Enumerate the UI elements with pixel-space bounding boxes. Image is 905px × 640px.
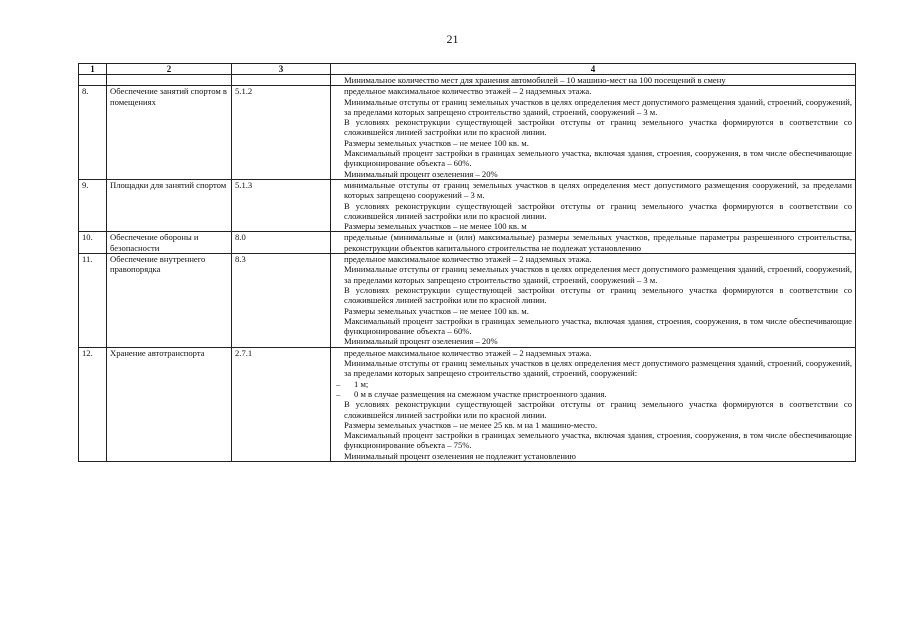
dash-item-text: 1 м; [354,378,369,389]
column-header: 3 [232,64,331,75]
table-row [79,75,856,86]
parameter-paragraph: предельное максимальное количество этажей – 2 надземных этажа. [344,254,592,265]
parameter-paragraph: минимальные отступы от границ земельных участков в целях определения мест допустимого размещения сооружений, за пределами которых запрещено сооружений – 3 м. [344,179,852,201]
land-use-name-cell: Обеспечение обороны и безопасности [107,232,232,254]
regulations-table [78,63,856,462]
parameter-paragraph: Минимальные отступы от границ земельных участков в целях определения мест допустимого размещения зданий, строений, сооружений, за пределами которых запрещено строительство зданий, строений, сооружений – 3 м. [344,96,852,117]
parameter-paragraph: Максимальный процент застройки в границах земельного участка, включая здания, строения, сооружения, в том числе обеспечивающие функционирование объекта – 60%. [344,315,852,337]
row-number-cell [79,75,107,86]
row-number-cell: 9. [79,179,107,231]
table-row [79,86,856,180]
land-use-name-cell: Обеспечение внутреннего правопорядка [107,254,232,348]
row-number-cell: 8. [79,86,107,180]
land-use-code-cell: 8.3 [232,254,331,348]
parameter-paragraph: Максимальный процент застройки в границах земельного участка, включая здания, строения, сооружения, в том числе обеспечивающие функционирование объекта – 60%. [344,148,852,169]
land-use-code-cell: 2.7.1 [232,347,331,461]
parameter-paragraph: В условиях реконструкции существующей застройки отступы от границ земельного участка формируются в соответствии со сложившейся линией застройки или по красной линии. [344,284,852,306]
land-use-name-cell [107,75,232,86]
parameters-cell [331,232,856,254]
parameter-paragraph: Минимальный процент озеленения – 20% [344,336,498,347]
land-use-code-cell: 5.1.3 [232,179,331,231]
parameters-cell [331,347,856,461]
parameter-paragraph: Минимальные отступы от границ земельных участков в целях определения мест допустимого размещения зданий, строений, сооружений, за пределами которых запрещено строительство зданий, строений, сооружений – 3 м. [344,264,852,285]
dash-bullet: – [336,378,341,389]
land-use-name-cell: Площадки для занятий спортом [107,179,232,231]
parameter-paragraph: Размеры земельных участков – не менее 100 кв. м [344,221,527,232]
land-use-name-cell: Обеспечение занятий спортом в помещениях [107,86,232,180]
land-use-code-cell: 8.0 [232,232,331,254]
parameter-paragraph: Размеры земельных участков – не менее 100 кв. м. [344,137,529,148]
parameters-cell [331,254,856,348]
dash-list-item [334,379,852,389]
parameter-paragraph: В условиях реконструкции существующей застройки отступы от границ земельного участка формируются в соответствии со сложившейся линией застройки или по красной линии. [344,117,852,138]
table-body [79,75,856,462]
dash-item-text: 0 м в случае размещения на смежном участке пристроенного здания. [354,388,607,399]
column-header: 2 [107,64,232,75]
parameter-paragraph: предельное максимальное количество этажей – 2 надземных этажа. [344,86,592,97]
parameter-paragraph: предельное максимальное количество этажей – 2 надземных этажа. [344,347,592,358]
page-number: 21 [446,32,459,46]
parameter-paragraph: Минимальный процент озеленения не подлежит установлению [344,450,576,461]
parameter-paragraph: В условиях реконструкции существующей застройки отступы от границ земельного участка формируются в соответствии со сложившейся линией застройки или по красной линии. [344,200,852,221]
land-use-name-cell: Хранение автотранспорта [107,347,232,461]
table-row [79,179,856,231]
column-header: 4 [331,64,856,75]
dash-bullet: – [336,388,341,399]
parameters-cell [331,86,856,180]
land-use-code-cell [232,75,331,86]
parameter-paragraph: Минимальное количество мест для хранения автомобилей – 10 машино-мест на 100 посещений в смену [344,75,726,85]
parameter-paragraph: Минимальный процент озеленения – 20% [344,168,498,179]
table-row [79,347,856,461]
parameter-paragraph: Размеры земельных участков – не менее 100 кв. м. [344,305,529,316]
parameter-paragraph: Максимальный процент застройки в границах земельного участка, включая здания, строения, сооружения, в том числе обеспечивающие функционирование объекта – 75%. [344,430,852,451]
parameter-paragraph: предельные (минимальные и (или) максимальные) размеры земельных участков, предельные параметры разрешенного строительства, реконструкции объектов капитального строительства не подлежат установлению [344,232,852,253]
row-number-cell: 11. [79,254,107,348]
dash-list-item [334,389,852,399]
parameters-cell [331,75,856,86]
parameter-paragraph: Размеры земельных участков – не менее 25 кв. м на 1 машино-место. [344,419,598,430]
table-row [79,254,856,348]
column-header: 1 [79,64,107,75]
row-number-cell: 10. [79,232,107,254]
parameter-paragraph: Минимальные отступы от границ земельных участков в целях определения мест допустимого размещения зданий, строений, сооружений, за пределами которых запрещено строительство зданий, строений, сооружений: [344,358,852,379]
table-header-row [79,64,856,75]
table-row [79,232,856,254]
parameters-cell [331,179,856,231]
parameter-paragraph: В условиях реконструкции существующей застройки отступы от границ земельного участка формируются в соответствии со сложившейся линией застройки или по красной линии. [344,399,852,420]
row-number-cell: 12. [79,347,107,461]
land-use-code-cell: 5.1.2 [232,86,331,180]
